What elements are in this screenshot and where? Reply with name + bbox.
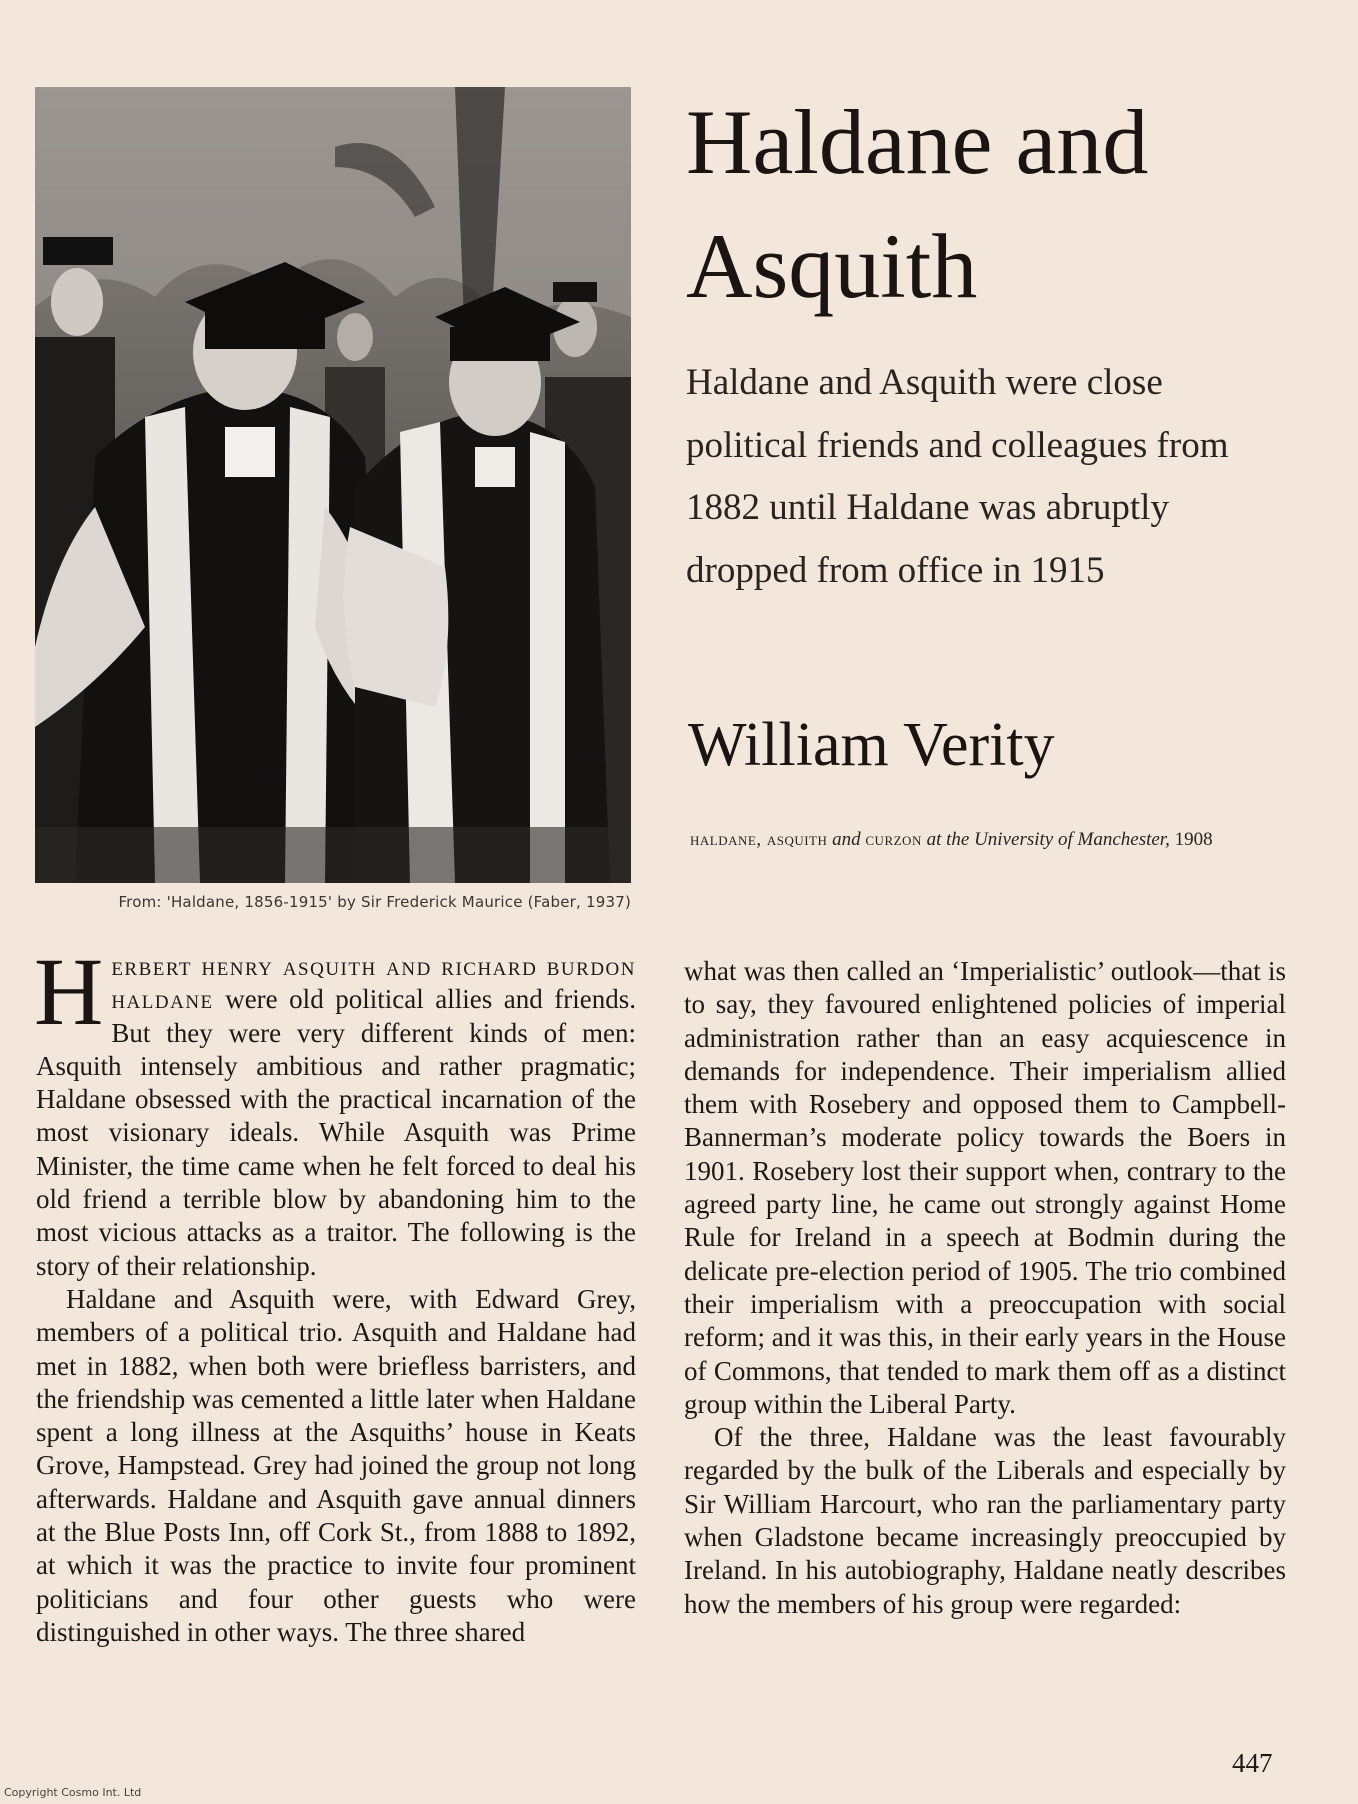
- caption-names-2: curzon: [865, 829, 922, 850]
- article-photograph: [35, 87, 631, 883]
- body-paragraph-4: Of the three, Haldane was the least favourably regarded by the bulk of the Liberals and especially by Sir William Harcourt, who ran the parliamentary party when Gladstone became increasingly preoccupied by Ireland. In his autobiography, Haldane neatly describes how the members of his group were regarded:: [684, 1422, 1286, 1619]
- page-number: 447: [1232, 1748, 1273, 1778]
- body-paragraph-3: what was then called an ‘Imperialistic’ outlook—that is to say, they favoured enlightened policies of imperial administration rather than an easy acquiescence in demands for independence. Their imperialism allied them with Rosebery and opposed them to Campbell-Bannerman’s moderate policy towards the Boers in 1901. Rosebery lost their support when, contrary to the agreed party line, he came out strongly against Home Rule for Ireland in a speech at Bodmin during the delicate pre-election period of 1905. The trio combined their imperialism with a preoccupation with social reform; and it was this, in their early years in the House of Commons, that tended to mark them off as a distinct group within the Liberal Party.: [684, 956, 1286, 1419]
- article-title: Haldane and Asquith: [686, 91, 1149, 317]
- caption-year: 1908: [1174, 829, 1213, 850]
- photo-credit: From: 'Haldane, 1856-1915' by Sir Frederick Maurice (Faber, 1937): [118, 893, 631, 911]
- article-standfirst: Haldane and Asquith were close political friends and colleagues from 1882 until Haldane was abruptly dropped from office in 1915: [686, 362, 1229, 591]
- lead-in-smallcaps: erbert henry asquith and richard burdon haldane: [111, 951, 636, 1015]
- body-column-left: [34, 938, 636, 1649]
- article-author: William Verity: [688, 711, 1055, 779]
- caption-place: at the University of Manchester,: [926, 829, 1170, 850]
- paragraph-1-text: were old political allies and friends. But they were very different kinds of men: Asquith intensely ambitious and rather pragmatic; Haldane obsessed with the practical incarnation of the most visionary ideals. While Asquith was Prime Minister, the time came when he felt forced to deal his old friend a terrible blow by abandoning him to the most vicious attacks as a traitor. The following is the story of their relationship.: [36, 984, 636, 1281]
- body-column-right: [684, 955, 1286, 1621]
- photo-illustration: [35, 87, 631, 883]
- caption-and: and: [832, 829, 861, 850]
- drop-cap: H: [34, 938, 104, 1045]
- photo-caption: [690, 829, 1286, 851]
- caption-names-1: haldane, asquith: [690, 829, 828, 850]
- body-paragraph-1: [34, 938, 636, 1283]
- body-paragraph-2: Haldane and Asquith were, with Edward Grey, members of a political trio. Asquith and Haldane had met in 1882, when both were briefless barristers, and the friendship was cemented a little later when Haldane spent a long illness at the Asquiths’ house in Keats Grove, Hampstead. Grey had joined the group not long afterwards. Haldane and Asquith gave annual dinners at the Blue Posts Inn, off Cork St., from 1888 to 1892, at which it was the practice to invite four prominent politicians and four other guests who were distinguished in other ways. The three shared: [36, 1283, 636, 1647]
- copyright-watermark: Copyright Cosmo Int. Ltd: [4, 1786, 142, 1799]
